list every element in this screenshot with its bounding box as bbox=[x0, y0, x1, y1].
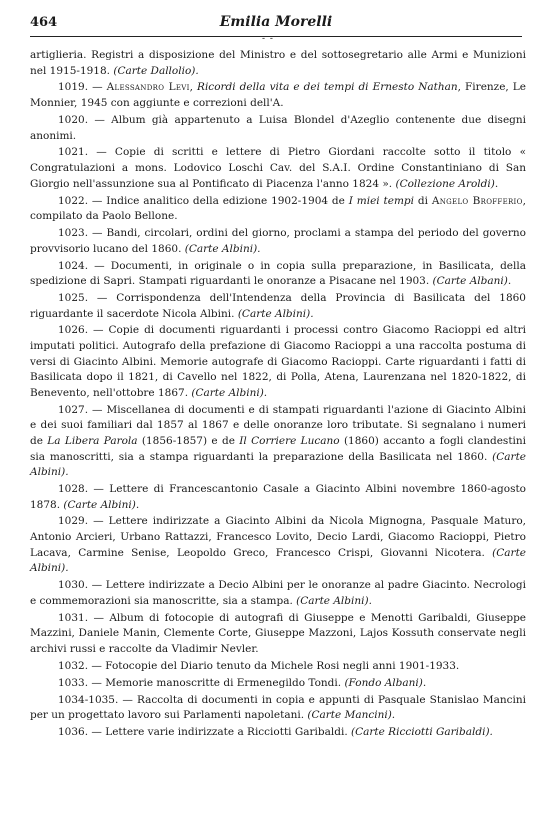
catalog-entry-continuation bbox=[30, 48, 526, 79]
catalog-body bbox=[30, 48, 526, 742]
entry-text-segment: di bbox=[414, 194, 432, 207]
entry-text-segment: , compilato da Paolo Bellone. bbox=[30, 194, 526, 223]
entry-text-segment: 1028. — Lettere di Francescantonio Casale a Giacinto Albini novembre 1860-agosto 1878. bbox=[30, 483, 526, 511]
entry-text-segment: (Carte Albini). bbox=[237, 307, 314, 320]
entry-text-segment: Ricordi della vita e dei tempi di Ernesto Nathan bbox=[197, 81, 458, 94]
catalog-entry-1032 bbox=[30, 659, 526, 675]
entry-text-segment: I miei tempi bbox=[348, 194, 415, 207]
entry-text-segment: (1856-1857) e de bbox=[137, 434, 240, 447]
catalog-entry-1019 bbox=[30, 80, 526, 111]
page-number: 464 bbox=[30, 15, 58, 30]
catalog-entry-1020 bbox=[30, 113, 526, 144]
catalog-entry-1026 bbox=[30, 323, 526, 401]
catalog-entry-1036 bbox=[30, 725, 526, 741]
entry-text-segment: (Carte Dallolio). bbox=[113, 64, 199, 77]
entry-text-segment: (Carte Albini). bbox=[296, 594, 372, 607]
catalog-entry-1024 bbox=[30, 259, 526, 290]
entry-text-segment: (Carte Albini). bbox=[184, 242, 261, 255]
entry-text-segment: 1020. — Album già appartenuto a Luisa Blondel d'Azeglio contenente due disegni anonimi. bbox=[30, 113, 526, 142]
catalog-entry-1025 bbox=[30, 291, 526, 322]
entry-text-segment: (Carte Albini). bbox=[30, 450, 526, 479]
entry-text-segment: (1860) accanto a fogli clandestini sia manoscritti, sia a stampa riguardanti la preparazione della Basilicata nel 1860. bbox=[30, 434, 527, 463]
entry-text-segment: 1034-1035. — Raccolta di documenti in copia e appunti di Pasquale Stanislao Mancini per un progettato lavoro sui Parlamenti napoletani. bbox=[30, 693, 526, 722]
catalog-entry-1033 bbox=[30, 676, 526, 692]
entry-text-segment: Il Corriere Lucano bbox=[239, 434, 340, 447]
entry-text-segment: (Collezione Aroldi). bbox=[395, 177, 499, 190]
entry-text-segment: 1031. — Album di fotocopie di autografi di Giuseppe e Menotti Garibaldi, Giuseppe Mazzini, Daniele Manin, Clemente Corte, Giuseppe Mazzoni, Lajos Kossuth conservate negli archivi russi e raccolte da Vladimir Nevler. bbox=[30, 611, 526, 655]
entry-text-segment: 1021. — Copie di scritti e lettere di Pietro Giordani raccolte sotto il titolo « Congratulazioni a mons. Lodovico Loschi Cav. del S.A.I. Ordine Constantiniano di San Giorgio nell'assunzione sua al Pontificato di Piacenza l'anno 1824 ». bbox=[30, 146, 526, 190]
running-header bbox=[30, 12, 522, 37]
entry-text-segment: (Fondo Albani). bbox=[344, 676, 427, 689]
entry-text-segment: artiglieria. Registri a disposizione del Ministro e del sottosegretario alle Armi e Munizioni nel 1915-1918. bbox=[30, 49, 526, 77]
catalog-entry-1031 bbox=[30, 611, 526, 658]
entry-text-segment: 1026. — Copie di documenti riguardanti i processi contro Giacomo Racioppi ed altri imputati politici. Autografo della prefazione di Giacomo Racioppi a una raccolta postuma di versi di Giacinto Albini. Memorie autografe di Giacomo Racioppi. Carte riguardanti i fatti di Basilicata dopo il 1821, di Cavello nel 1822, di Polla, Atena, Laurenzana nel 1820-1822, di Benevento, nell'ottobre 1867. bbox=[30, 324, 526, 399]
entry-text-segment: 1025. — Corrispondenza dell'Intendenza della Provincia di Basilicata del 1860 riguardante il sacerdote Nicola Albini. bbox=[30, 291, 526, 320]
catalog-entry-1023 bbox=[30, 226, 526, 257]
entry-text-segment: (Carte Albini). bbox=[30, 546, 526, 575]
entry-text-segment: 1019. — bbox=[58, 81, 107, 94]
entry-text-segment: (Carte Albini). bbox=[63, 498, 140, 511]
entry-text-segment: 1030. — Lettere indirizzate a Decio Albini per le onoranze al padre Giacinto. Necrologi e commemorazioni sia manoscritte, sia a stampa. bbox=[30, 579, 526, 607]
entry-text-segment: 1036. — Lettere varie indirizzate a Ricciotti Garibaldi. bbox=[58, 725, 351, 738]
entry-text-segment: (Carte Albani). bbox=[432, 275, 512, 288]
entry-text-segment: 1032. — Fotocopie del Diario tenuto da Michele Rosi negli anni 1901-1933. bbox=[58, 659, 460, 672]
entry-text-segment: 1033. — Memorie manoscritte di Ermenegildo Tondi. bbox=[58, 676, 345, 689]
catalog-entry-1030 bbox=[30, 578, 526, 609]
entry-text-segment: (Carte Albini). bbox=[191, 386, 268, 399]
catalog-entry-1034-1035 bbox=[30, 693, 526, 724]
catalog-entry-1029 bbox=[30, 514, 526, 576]
entry-text-segment: 1023. — Bandi, circolari, ordini del giorno, proclami a stampa del periodo del governo provvisorio lucano del 1860. bbox=[30, 227, 526, 255]
entry-text-segment: La Libera Parola bbox=[47, 434, 138, 447]
entry-text-segment: 1027. — Miscellanea di documenti e di stampati riguardanti l'azione di Giacinto Albini e dei suoi familiari dal 1857 al 1867 e delle onoranze loro tributate. Si segnalano i numeri de bbox=[30, 403, 526, 447]
entry-text-segment: Angelo Brofferio bbox=[431, 194, 523, 207]
entry-text-segment: (Carte Ricciotti Garibaldi). bbox=[351, 725, 493, 738]
entry-text-segment: 1022. — Indice analitico della edizione 1902-1904 de bbox=[58, 194, 349, 207]
running-title: Emilia Morelli bbox=[219, 14, 333, 30]
entry-text-segment: Alessandro Levi bbox=[106, 81, 190, 94]
entry-text-segment: 1029. — Lettere indirizzate a Giacinto Albini da Nicola Mignogna, Pasquale Maturo, Antonio Arcieri, Urbano Rattazzi, Francesco Lovito, Decio Lardi, Giacomo Racioppi, Pietro Lacava, Carmine Senise, Leopoldo Greco, Francesco Crispi, Giovanni Nicotera. bbox=[30, 515, 526, 559]
catalog-entry-1022 bbox=[30, 194, 526, 225]
catalog-entry-1021 bbox=[30, 145, 526, 192]
entry-text-segment: 1024. — Documenti, in originale o in copia sulla preparazione, in Basilicata, della spedizione di Sapri. Stampati riguardanti le onoranze a Pisacane nel 1903. bbox=[30, 259, 526, 288]
entry-text-segment: , bbox=[189, 81, 198, 94]
dash-mark: - - bbox=[262, 34, 274, 44]
catalog-entry-1028 bbox=[30, 482, 526, 513]
entry-text-segment: (Carte Mancini). bbox=[307, 709, 396, 722]
catalog-entry-1027 bbox=[30, 403, 526, 481]
entry-text-segment: , Firenze, Le Monnier, 1945 con aggiunte e correzioni dell'A. bbox=[30, 81, 526, 110]
